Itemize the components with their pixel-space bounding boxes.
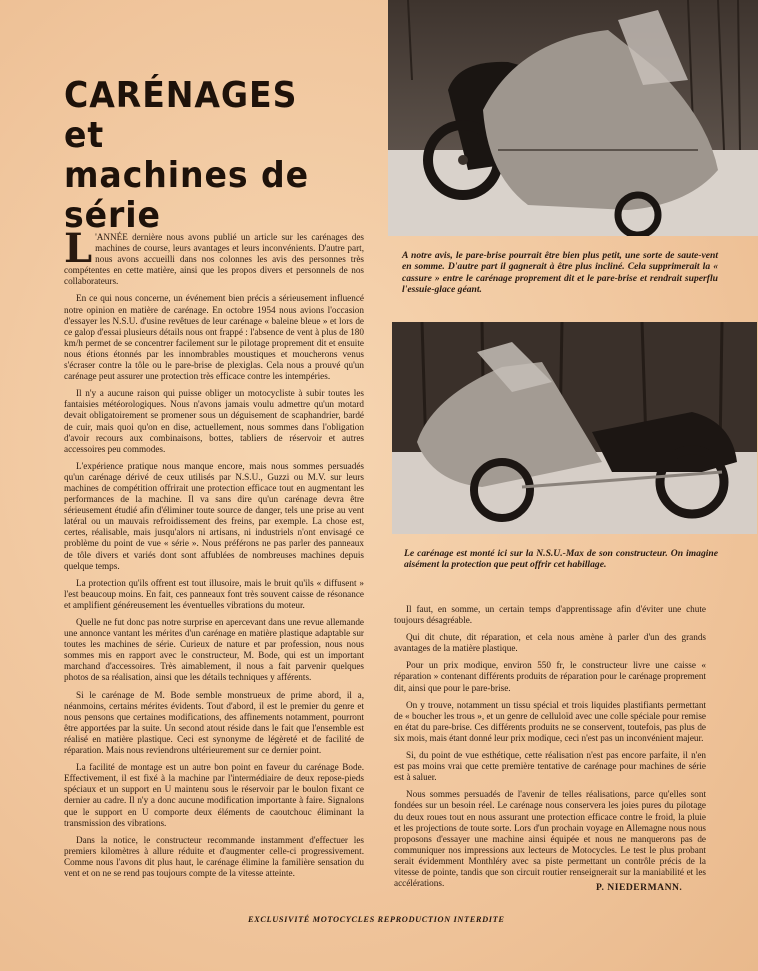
paragraph: Dans la notice, le constructeur recommande instamment d'effectuer les premiers kilomètres à allure réduite et d'augmenter celle-ci progressivement. Comme nous l'avons dit plus haut, le carénage élimine la familière sensation du vent et on ne se rend pas toujours compte de la vitesse atteinte. [64,834,364,878]
paragraph: En ce qui nous concerne, un événement bien précis a sérieusement influencé notre opinion en matière de carénage. En octobre 1954 nous avions l'occasion d'essayer les N.S.U. d'usine revêtues de leur carénage « baleine bleue » et lors de ce galop d'essai plusieurs détails nous ont frappé : l'absence de vent à plus de 180 km/h permet de se concentrer facilement sur le pilotage proprement dit et ensuite nous étions étonnés par les innombrables moustiques et moucherons venus s'écraser contre la tôle ou le pare-brise de plexiglas. Cela nous a prouvé qu'un carénage peut assurer une protection très efficace contre les intempéries. [64,293,364,382]
paragraph: Si, du point de vue esthétique, cette réalisation n'est pas encore parfaite, il n'en est pas moins vrai que cette première tentative de carénage pour machines de série est à saluer. [394,750,706,783]
title-line-1: CARÉNAGES et [64,75,298,156]
paragraph: Qui dit chute, dit réparation, et cela nous amène à parler d'un des grands avantages de la matière plastique. [394,632,706,654]
photo2-caption: Le carénage est monté ici sur la N.S.U.-Max de son constructeur. On imagine aisément la protection que peut offrir cet habillage. [404,548,718,571]
paragraph: Si le carénage de M. Bode semble monstrueux de prime abord, il a, néanmoins, certains mérites évidents. Tout d'abord, il est le premier du genre et nous pensons que certaines modifications, des affinements notamment, pourront être apportées par la suite. Un second atout réside dans le fait que l'ensemble est réalisé en matière plastique. Ceci est synonyme de légèreté et de facilité de réparation. Mais nous reviendrons ultérieurement sur ce dernier point. [64,689,364,756]
title-line-2: machines de série [64,155,310,236]
article-column-right [394,604,706,895]
paragraph: Nous sommes persuadés de l'avenir de telles réalisations, parce qu'elles sont fondées sur un besoin réel. Le carénage nous conservera les joies pures du pilotage du deux roues tout en nous assurant une protection efficace contre le froid, la pluie et les projections de toute sorte. Lors d'un prochain voyage en Allemagne nous nous proposons d'essayer une machine ainsi équipée et nous ne manquerons pas de communiquer nos impressions aux lecteurs de Motocycles. Le test le plus probant serait évidemment Monthléry avec sa piste permettant un contrôle précis de la vitesse de pointe, tandis que son circuit routier renseignerait sur la maniabilité et les accélérations. [394,789,706,889]
footer-copyright: EXCLUSIVITÉ MOTOCYCLES REPRODUCTION INTERDITE [248,915,505,924]
paragraph: L'expérience pratique nous manque encore, mais nous sommes persuadés qu'un carénage dérivé de ceux utilisés par N.S.U., Guzzi ou M.V. sur leurs machines de compétition offrirait une protection efficace tout en augmentant les performances de la machine. Il va sans dire qu'un carénage devra être sérieusement étudié afin d'éliminer toute source de danger, tels une prise au vent latéral ou un mauvais refroidissement des freins, par exemple. La chose est, certes, réalisable, mais jusqu'alors ni artisans, ni industriels n'ont envisagé ce problème du point de vue « série ». Nous préférons ne pas parler des panneaux de tôle divers et variés dont sont affublées de nombreuses machines depuis quelque temps. [64,460,364,571]
article-column-left [64,225,364,885]
article-title [64,76,349,236]
photo-fairing-side [392,322,757,534]
paragraph: L 'ANNÉE dernière nous avons publié un article sur les carénages des machines de course, leurs avantages et leurs inconvénients. D'autre part, nous avons accueilli dans nos colonnes les avis des personnes très compétentes en cette matière, ainsi que les propos divers et personnels de nos collaborateurs. [64,225,364,287]
paragraph: Pour un prix modique, environ 550 fr, le constructeur livre une caisse « réparation » contenant différents produits de réparation pour le carénage proprement dit, ainsi que pour le pare-brise. [394,660,706,693]
paragraph: Il faut, en somme, un certain temps d'apprentissage afin d'éviter une chute toujours désagréable. [394,604,706,626]
photo-fairing-front [388,0,758,236]
paragraph: Quelle ne fut donc pas notre surprise en apercevant dans une revue allemande une annonce vantant les mérites d'un carénage en matière plastique adaptable sur toutes les machines de série. Curieux de nature et par profession, nous nous sommes mis en rapport avec le constructeur, M. Bode, qui est un important marchand d'accessoires. Très aimablement, il nous a fait parvenir quelques photos de sa réalisation, ainsi que les détails techniques y afférents. [64,617,364,683]
drop-cap: L [64,225,93,272]
paragraph: La facilité de montage est un autre bon point en faveur du carénage Bode. Effectivement, il est fixé à la machine par l'intermédiaire de deux repose-pieds spéciaux et un support en U maintenu sous le réservoir par le boulon fixant ce dernier au cadre. Il n'y a donc aucune modification importante à faire. Signalons que le support en U comporte deux éléments de caoutchouc éliminant la transmission des vibrations. [64,762,364,828]
photo1-caption: A notre avis, le pare-brise pourrait être bien plus petit, une sorte de saute-vent en somme. D'autre part il gagnerait à être plus incliné. Cela supprimerait la « cassure » entre le carénage proprement dit et le pare-brise et rendrait superflu l'essuie-glace géant. [402,250,718,296]
paragraph: La protection qu'ils offrent est tout illusoire, mais le bruit qu'ils « diffusent » l'est beaucoup moins. En fait, ces panneaux font très souvent caisse de résonance et amplifient généreusement les éventuelles vibrations du moteur. [64,577,364,610]
author-signature: P. NIEDERMANN. [596,882,683,893]
paragraph: Il n'y a aucune raison qui puisse obliger un motocycliste à subir toutes les fantaisies météorologiques. Nous n'avons jamais voulu admettre qu'un motard devait obligatoirement se promener sous un déguisement de scaphandrier, bardé de cuir, mais quoi qu'on en dise, actuellement, nous sommes dans l'obligation d'avoir recours aux combinaisons, bottes, tabliers de réservoir et autres accessoires peu commodes. [64,388,364,454]
paragraph: On y trouve, notamment un tissu spécial et trois liquides plastifiants permettant de « boucher les trous », et un genre de celluloïd avec une colle spéciale pour remise en état du pare-brise. Ces différents produits ne se conservent, toutefois, pas plus de six mois, mais étant donné leur prix modique, ceci n'est pas un inconvénient majeur. [394,699,706,743]
